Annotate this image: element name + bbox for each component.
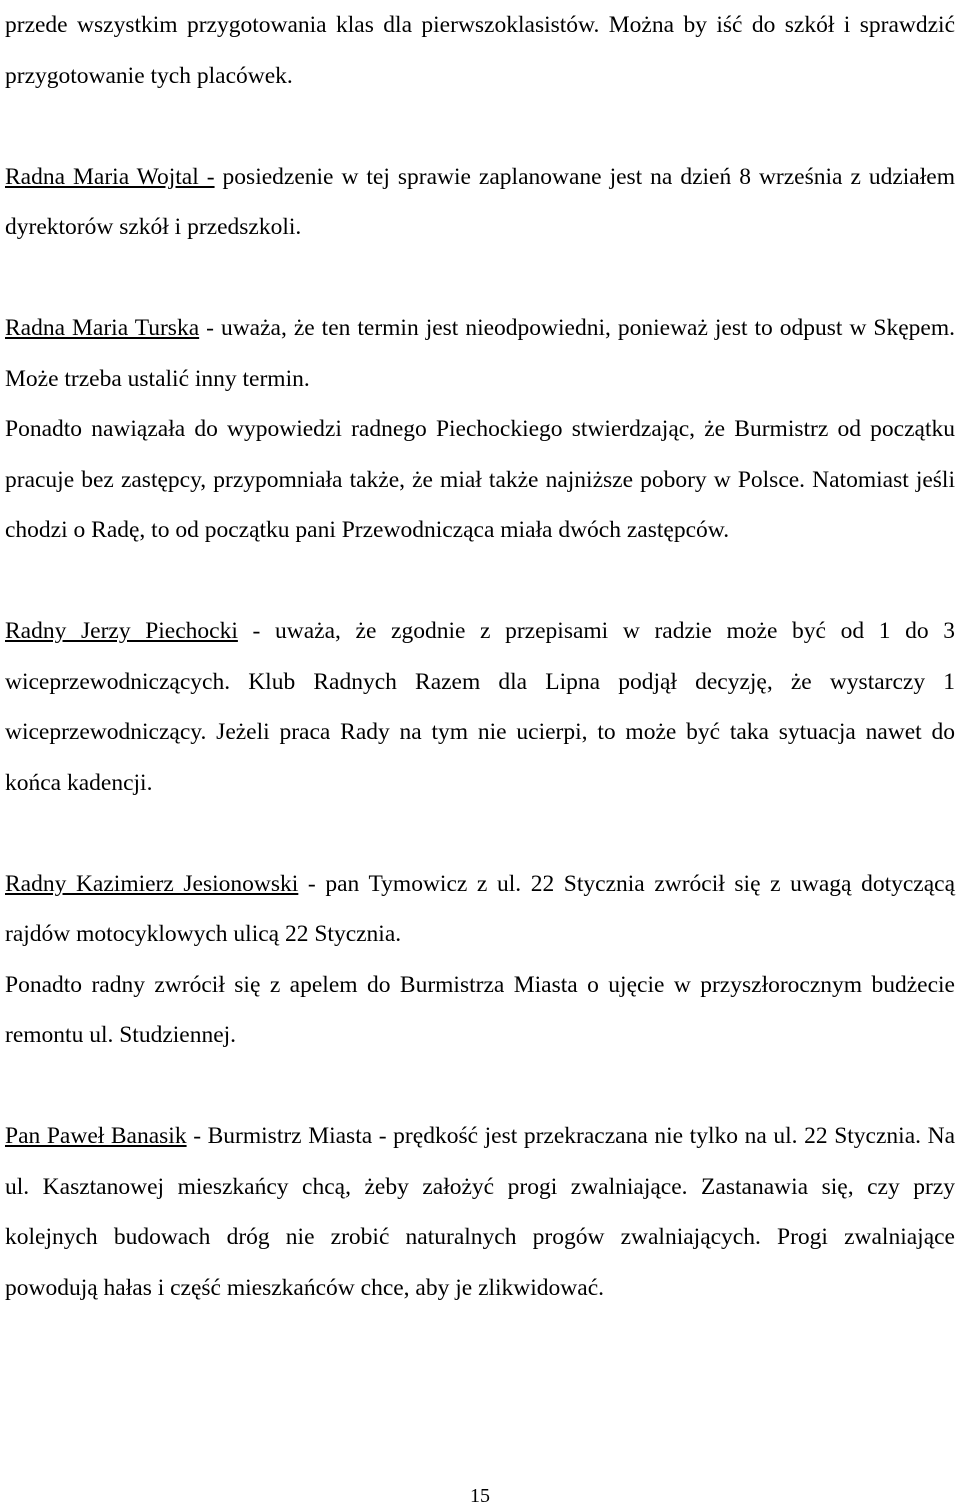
paragraph-text: posiedzenie w tej sprawie zaplanowane jest na dzień 8 września z udziałem dyrektorów szkół i przedszkoli.: [5, 163, 955, 240]
paragraph-gap: [5, 808, 955, 859]
paragraph-gap: [5, 253, 955, 304]
paragraph-text: Ponadto nawiązała do wypowiedzi radnego Piechockiego stwierdzając, że Burmistrz od początku pracuje bez zastępcy, przypomniała także, że miał także najniższe pobory w Polsce. Natomiast jeśli chodzi o Radę, to od początku pani Przewodnicząca miała dwóch zastępców.: [5, 416, 955, 543]
paragraph-text: - Burmistrz Miasta - prędkość jest przekraczana nie tylko na ul. 22 Stycznia. Na ul. Kasztanowej mieszkańcy chcą, żeby założyć progi zwalniające. Zastanawia się, czy przy kolejnych budowach dróg nie zrobić naturalnych progów zwalniających. Progi zwalniające powodują hałas i część mieszkańców chce, aby je zlikwidować.: [5, 1123, 956, 1301]
paragraph-text: przede wszystkim przygotowania klas dla pierwszoklasistów. Można by iść do szkół i sprawdzić przygotowanie tych placówek.: [5, 12, 955, 89]
speaker-name: Radny Kazimierz Jesionowski: [5, 870, 299, 897]
paragraph-gap: [5, 101, 955, 152]
document-page: [5, 0, 955, 1313]
paragraph-jesionowski: [5, 859, 955, 960]
paragraph-jesionowski-continued: [5, 960, 955, 1061]
speaker-name: Radna Maria Wojtal -: [5, 163, 215, 190]
paragraph-text: - uważa, że zgodnie z przepisami w radzie może być od 1 do 3 wiceprzewodniczących. Klub Radnych Razem dla Lipna podjął decyzję, że wystarczy 1 wiceprzewodniczący. Jeżeli praca Rady na tym nie ucierpi, to może być taka sytuacja nawet do końca kadencji.: [5, 618, 955, 796]
paragraph-continuation: [5, 0, 955, 101]
speaker-name: Radna Maria Turska: [5, 315, 200, 341]
paragraph-banasik: [5, 1111, 955, 1313]
paragraph-turska: [5, 303, 955, 404]
speaker-name: Pan Paweł Banasik: [5, 1123, 187, 1149]
paragraph-gap: [5, 556, 955, 607]
speaker-name: Radny Jerzy Piechocki: [5, 618, 238, 644]
paragraph-piechocki: [5, 606, 955, 808]
paragraph-text: - pan Tymowicz z ul. 22 Stycznia zwrócił się z uwagą dotyczącą rajdów motocyklowych ulicą 22 Stycznia.: [5, 870, 955, 947]
paragraph-wojtal: [5, 152, 955, 253]
paragraph-text: - uważa, że ten termin jest nieodpowiedni, ponieważ jest to odpust w Skępem. Może trzeba ustalić inny termin.: [5, 315, 955, 392]
paragraph-turska-continued: [5, 404, 955, 556]
paragraph-gap: [5, 1061, 955, 1112]
page-number: 15: [470, 1485, 490, 1507]
paragraph-text: Ponadto radny zwrócił się z apelem do Burmistrza Miasta o ujęcie w przyszłorocznym budżecie remontu ul. Studziennej.: [5, 971, 955, 1048]
